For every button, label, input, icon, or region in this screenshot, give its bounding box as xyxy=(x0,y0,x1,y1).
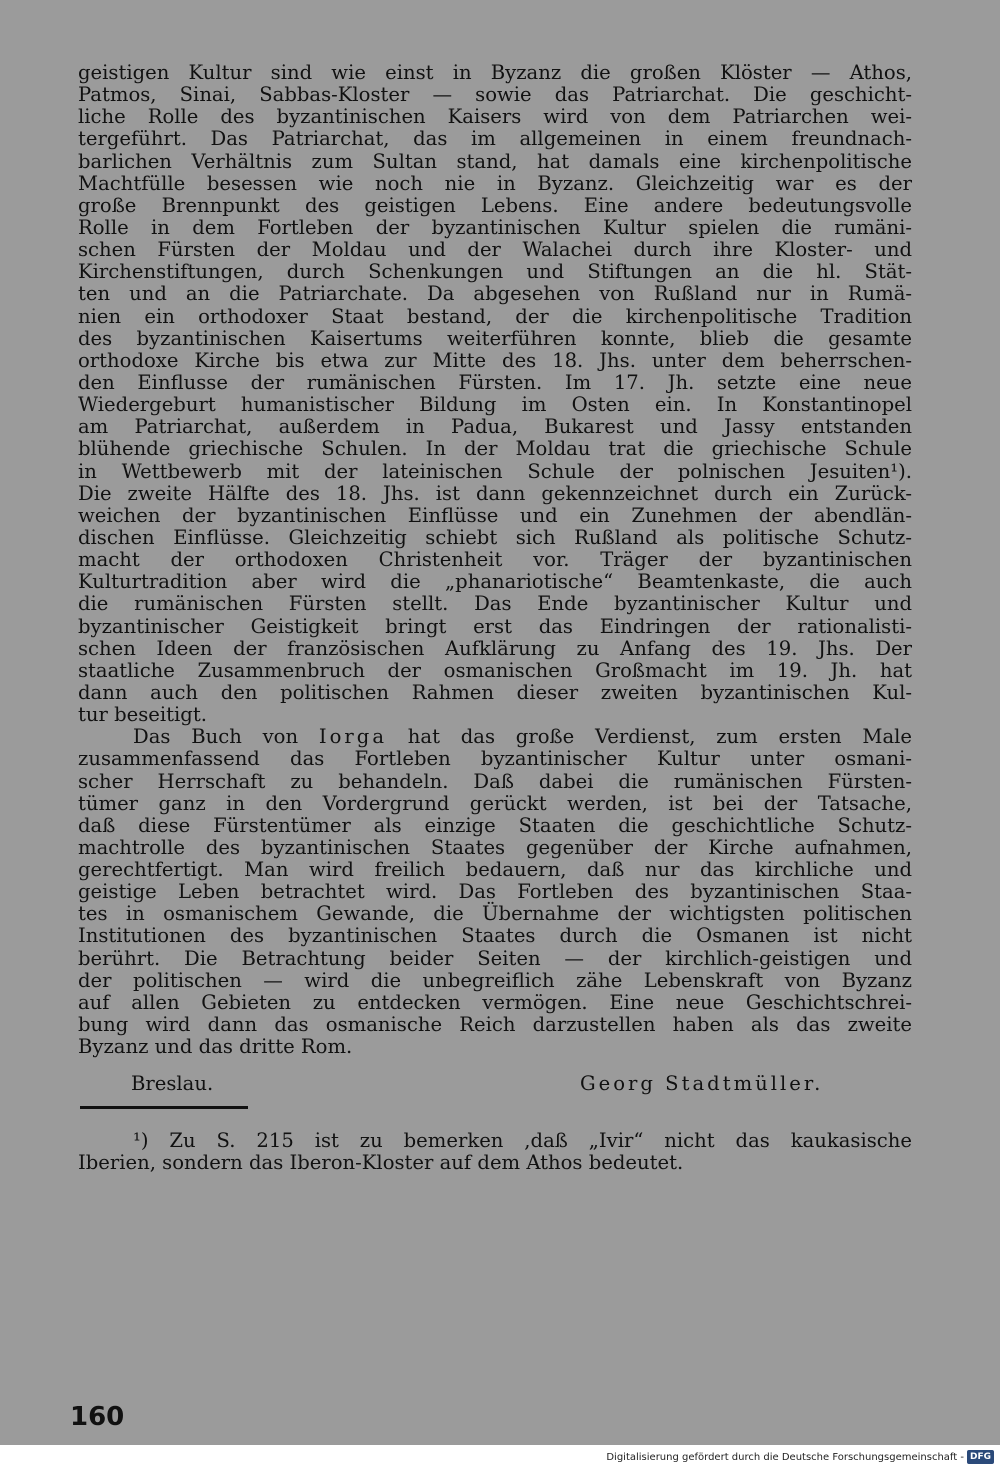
text-line: blühende griechische Schulen. In der Moldau trat die griechische Schule xyxy=(78,437,912,461)
text-line: machtrolle des byzantinischen Staates gegenüber der Kirche aufnahmen, xyxy=(78,835,912,859)
author-name-iorga: Iorga xyxy=(318,725,388,749)
text-line: zusammenfassend das Fortleben byzantinischer Kultur unter osmani- xyxy=(78,747,912,771)
text-line: in Wettbewerb mit der lateinischen Schule der polnischen Jesuiten¹). xyxy=(78,459,912,483)
text-line: bung wird dann das osmanische Reich darzustellen haben als das zweite xyxy=(78,1013,912,1037)
text-line: die rumänischen Fürsten stellt. Das Ende byzantinischer Kultur und xyxy=(78,592,912,616)
review-signature xyxy=(78,1072,912,1096)
text-line: orthodoxe Kirche bis etwa zur Mitte des 18. Jhs. unter dem beherrschen- xyxy=(78,348,912,372)
text-line: daß diese Fürstentümer als einzige Staaten die geschichtliche Schutz- xyxy=(78,813,912,837)
text-line: schen Fürsten der Moldau und der Walachei durch ihre Kloster- und xyxy=(78,238,912,262)
text-line: geistigen Kultur sind wie einst in Byzanz die großen Klöster — Athos, xyxy=(78,61,912,84)
text-line: Wiedergeburt humanistischer Bildung im Osten ein. In Konstantinopel xyxy=(78,393,912,417)
text-line: Kirchenstiftungen, durch Schenkungen und Stiftungen an die hl. Stät- xyxy=(78,260,912,284)
signature-author: Georg Stadtmüller. xyxy=(580,1072,824,1095)
text-fragment: hat das große Verdienst, zum ersten Male xyxy=(387,725,913,749)
text-line xyxy=(78,726,912,748)
text-line: des byzantinischen Kaisertums weiterführen konnte, blieb die gesamte xyxy=(78,326,912,350)
text-line: am Patriarchat, außerdem in Padua, Bukarest und Jassy entstanden xyxy=(78,415,912,439)
text-line: auf allen Gebieten zu entdecken vermögen. Eine neue Geschichtschrei- xyxy=(78,990,912,1014)
text-line: dischen Einflüsse. Gleichzeitig schiebt sich Rußland als politische Schutz- xyxy=(78,525,912,549)
text-line: den Einflusse der rumänischen Fürsten. Im 17. Jh. setzte eine neue xyxy=(78,370,912,394)
text-line: geistige Leben betrachtet wird. Das Fortleben des byzantinischen Staa- xyxy=(78,880,912,904)
text-line: liche Rolle des byzantinischen Kaisers wird von dem Patriarchen wei- xyxy=(78,105,912,129)
text-line: barlichen Verhältnis zum Sultan stand, hat damals eine kirchenpolitische xyxy=(78,149,912,173)
text-line: Institutionen des byzantinischen Staates durch die Osmanen ist nicht xyxy=(78,924,912,948)
text-line: tergeführt. Das Patriarchat, das im allgemeinen in einem freundnach- xyxy=(78,127,912,151)
text-line: ten und an die Patriarchate. Da abgesehen von Rußland nur in Rumä- xyxy=(78,282,912,306)
text-line: tur beseitigt. xyxy=(78,703,207,727)
digitization-credit xyxy=(606,1450,994,1464)
text-line: staatliche Zusammenbruch der osmanischen Großmacht im 19. Jh. hat xyxy=(78,658,912,682)
text-line: nien ein orthodoxer Staat bestand, der die kirchenpolitische Tradition xyxy=(78,304,912,328)
text-line: Kulturtradition aber wird die „phanariotische“ Beamtenkaste, die auch xyxy=(78,570,912,594)
text-line: Machtfülle besessen wie noch nie in Byzanz. Gleichzeitig war es der xyxy=(78,171,912,195)
text-line: berührt. Die Betrachtung beider Seiten — der kirchlich-geistigen und xyxy=(78,946,912,970)
page-number: 160 xyxy=(70,1402,125,1432)
text-line: tes in osmanischem Gewande, die Übernahme der wichtigsten politischen xyxy=(78,902,912,926)
dfg-logo: DFG xyxy=(967,1450,994,1464)
text-line: Rolle in dem Fortleben der byzantinischen Kultur spielen die rumäni- xyxy=(78,215,912,239)
text-line: gerechtfertigt. Man wird freilich bedauern, daß nur das kirchliche und xyxy=(78,858,912,882)
main-text xyxy=(78,62,912,1058)
text-line: schen Ideen der französischen Aufklärung zu Anfang des 19. Jhs. Der xyxy=(78,636,912,660)
footnote-divider xyxy=(80,1106,248,1109)
text-line: der politischen — wird die unbegreiflich zähe Lebenskraft von Byzanz xyxy=(78,968,912,992)
text-line: tümer ganz in den Vordergrund gerückt werden, ist bei der Tatsache, xyxy=(78,791,912,815)
footnote-line: Iberien, sondern das Iberon-Kloster auf dem Athos bedeutet. xyxy=(78,1151,684,1175)
credit-text: Digitalisierung gefördert durch die Deutsche Forschungsgemeinschaft - xyxy=(606,1451,964,1463)
footnote xyxy=(78,1130,912,1174)
text-line: Byzanz und das dritte Rom. xyxy=(78,1035,353,1059)
text-line: große Brennpunkt des geistigen Lebens. Eine andere bedeutungsvolle xyxy=(78,193,912,217)
text-line: Die zweite Hälfte des 18. Jhs. ist dann gekennzeichnet durch ein Zurück- xyxy=(78,481,912,505)
signature-place: Breslau. xyxy=(131,1072,214,1095)
text-line: scher Herrschaft zu behandeln. Daß dabei die rumänischen Fürsten- xyxy=(78,769,912,793)
text-line: byzantinischer Geistigkeit bringt erst das Eindringen der rationalisti- xyxy=(78,614,912,638)
text-fragment: Das Buch von xyxy=(133,725,319,749)
text-line: Patmos, Sinai, Sabbas-Kloster — sowie das Patriarchat. Die geschicht- xyxy=(78,83,912,107)
text-line: dann auch den politischen Rahmen dieser zweiten byzantinischen Kul- xyxy=(78,680,912,704)
text-line: weichen der byzantinischen Einflüsse und ein Zunehmen der abendlän- xyxy=(78,503,912,527)
footnote-line: ¹) Zu S. 215 ist zu bemerken ,daß „Ivir“ nicht das kaukasische xyxy=(133,1129,912,1152)
text-line: macht der orthodoxen Christenheit vor. Träger der byzantinischen xyxy=(78,548,912,572)
